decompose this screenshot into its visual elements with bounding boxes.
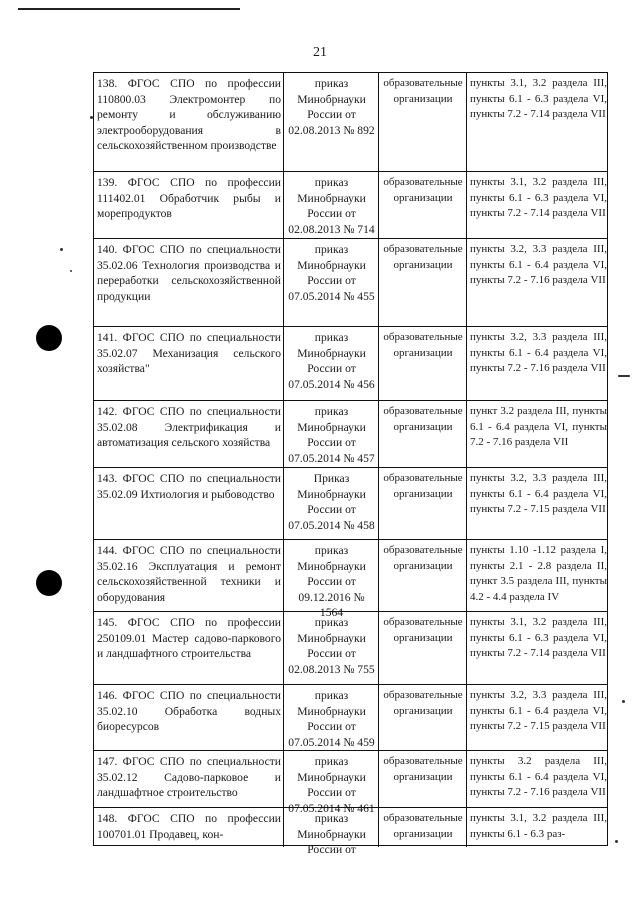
standard-cell: 147. ФГОС СПО по специальности 35.02.12 Садово-парковое и ландшафтное строительство (94, 751, 284, 807)
order-cell: приказ Минобрнауки России от 07.05.2014 № 457 (284, 401, 379, 467)
applies-to-cell: образовательные организации (379, 239, 467, 326)
clauses-cell: пункт 3.2 раздела III, пункты 6.1 - 6.4 раздела VI, пункты 7.2 - 7.16 раздела VII (470, 405, 607, 448)
clauses-cell: пункты 3.1, 3.2 раздела III, пункты 6.1 - 6.3 раздела VI, пункты 7.2 - 7.14 раздела VII (470, 616, 607, 659)
order-cell: приказ Минобрнауки России от 07.05.2014 № 456 (284, 327, 379, 400)
table-row (94, 539, 607, 619)
order-cell: приказ Минобрнауки России от 09.12.2016 № 1564 (284, 540, 379, 611)
regulations-table (93, 72, 608, 856)
clauses-cell: пункты 3.2, 3.3 раздела III, пункты 6.1 - 6.4 раздела VI, пункты 7.2 - 7.15 раздела VII (470, 689, 607, 732)
applies-to-cell: образовательные организации (379, 327, 467, 400)
table-row (94, 326, 607, 400)
applies-to-cell: образовательные организации (379, 172, 467, 238)
table-row (94, 684, 607, 750)
applies-to-cell: образовательные организации (379, 685, 467, 750)
table-row (94, 467, 607, 539)
applies-to-cell: образовательные организации (379, 401, 467, 467)
standard-cell: 138. ФГОС СПО по профессии 110800.03 Электромонтер по ремонту и обслуживанию электрооборудования в сельскохозяйственном производстве (94, 73, 284, 171)
order-cell: приказ Минобрнауки России от (284, 808, 379, 847)
table-row (94, 171, 607, 238)
standard-cell: 141. ФГОС СПО по специальности 35.02.07 Механизация сельского хозяйства" (94, 327, 284, 400)
clauses-cell: пункты 1.10 -1.12 раздела I, пункты 2.1 - 2.8 раздела II, пункт 3.5 раздела III, пункты 4.2 - 4.4 раздела IV (470, 544, 607, 603)
table-row (94, 807, 607, 856)
applies-to-cell: образовательные организации (379, 808, 467, 847)
scan-speck (618, 375, 630, 377)
scan-speck (622, 700, 625, 703)
applies-to-cell: образовательные организации (379, 751, 467, 807)
clauses-cell: пункты 3.2 раздела III, пункты 6.1 - 6.4 раздела VI, пункты 7.2 - 7.16 раздела VII (470, 755, 607, 798)
order-cell: приказ Минобрнауки России от 07.05.2014 № 461 (284, 751, 379, 807)
page-number: 21 (313, 45, 327, 60)
table-row (94, 750, 607, 815)
applies-to-cell: образовательные организации (379, 540, 467, 611)
order-cell: приказ Минобрнауки России от 07.05.2014 № 459 (284, 685, 379, 750)
scan-speck (70, 270, 72, 272)
order-cell: приказ Минобрнауки России от 02.08.2013 № 892 (284, 73, 379, 171)
clauses-cell: пункты 3.2, 3.3 раздела III, пункты 6.1 - 6.4 раздела VI, пункты 7.2 - 7.16 раздела VII (470, 243, 607, 286)
standard-cell: 142. ФГОС СПО по специальности 35.02.08 Электрификация и автоматизация сельского хозяйства (94, 401, 284, 467)
order-cell: приказ Минобрнауки России от 02.08.2013 № 755 (284, 612, 379, 684)
standard-cell: 145. ФГОС СПО по профессии 250109.01 Мастер садово-паркового и ландшафтного строительства (94, 612, 284, 684)
applies-to-cell: образовательные организации (379, 468, 467, 539)
standard-cell: 143. ФГОС СПО по специальности 35.02.09 Ихтиология и рыбоводство (94, 468, 284, 539)
standard-cell: 139. ФГОС СПО по профессии 111402.01 Обработчик рыбы и морепродуктов (94, 172, 284, 238)
standard-cell: 146. ФГОС СПО по специальности 35.02.10 Обработка водных биоресурсов (94, 685, 284, 750)
clauses-cell: пункты 3.1, 3.2 раздела III, пункты 6.1 - 6.3 раздела VI, пункты 7.2 - 7.14 раздела VII (470, 77, 607, 120)
applies-to-cell: образовательные организации (379, 612, 467, 684)
table-row (94, 611, 607, 684)
punch-hole (36, 325, 62, 351)
clauses-cell: пункты 3.1, 3.2 раздела III, пункты 6.1 - 6.3 раздела VI, пункты 7.2 - 7.14 раздела VII (470, 176, 607, 219)
header-rule (18, 8, 240, 10)
table-row (94, 73, 607, 171)
order-cell: Приказ Минобрнауки России от 07.05.2014 № 458 (284, 468, 379, 539)
standard-cell: 148. ФГОС СПО по профессии 100701.01 Продавец, кон- (94, 808, 284, 847)
table-row (94, 238, 607, 326)
standard-cell: 140. ФГОС СПО по специальности 35.02.06 Технология производства и переработки сельскохозяйственной продукции (94, 239, 284, 326)
order-cell: приказ Минобрнауки России от 02.08.2013 № 714 (284, 172, 379, 238)
clauses-cell: пункты 3.2, 3.3 раздела III, пункты 6.1 - 6.4 раздела VI, пункты 7.2 - 7.15 раздела VII (470, 472, 607, 515)
punch-hole (36, 570, 62, 596)
clauses-cell: пункты 3.2, 3.3 раздела III, пункты 6.1 - 6.4 раздела VI, пункты 7.2 - 7.16 раздела VII (470, 331, 607, 374)
scan-speck (615, 840, 618, 843)
scan-speck (60, 248, 63, 251)
order-cell: приказ Минобрнауки России от 07.05.2014 № 455 (284, 239, 379, 326)
table-row (94, 400, 607, 467)
scan-speck (90, 116, 93, 119)
standard-cell: 144. ФГОС СПО по специальности 35.02.16 Эксплуатация и ремонт сельскохозяйственной техники и оборудования (94, 540, 284, 611)
clauses-cell: пункты 3.1, 3.2 раздела III, пункты 6.1 - 6.3 раз- (470, 812, 607, 840)
applies-to-cell: образовательные организации (379, 73, 467, 171)
